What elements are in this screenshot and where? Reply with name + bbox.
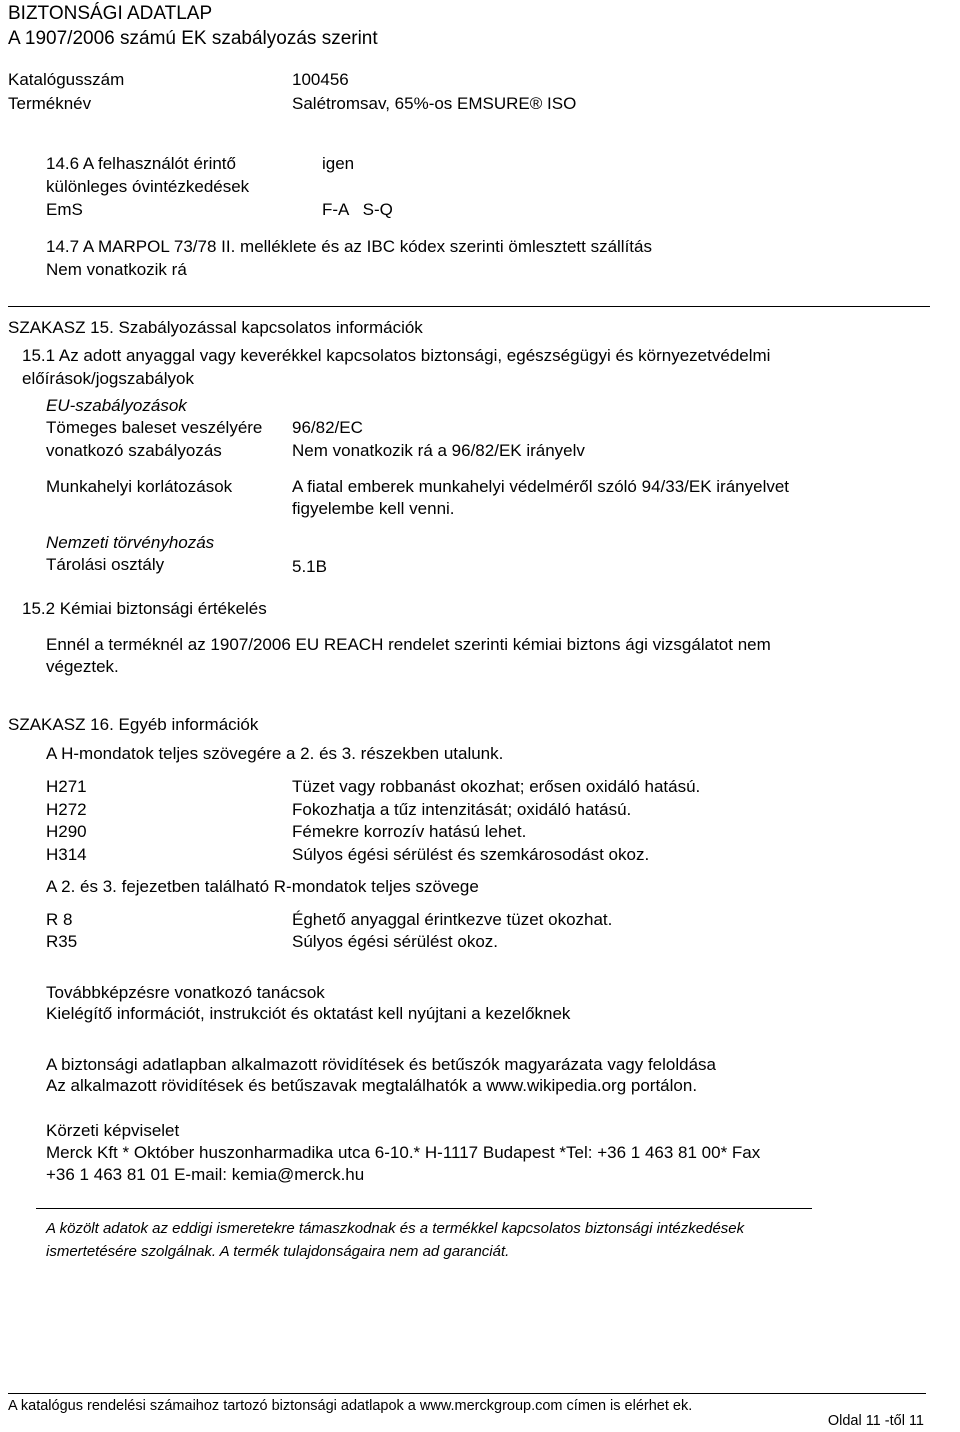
seveso-label: Tömeges baleset veszélyére: [46, 418, 263, 437]
section-15-heading: SZAKASZ 15. Szabályozással kapcsolatos információk: [8, 318, 423, 337]
abbreviations-heading: A biztonsági adatlapban alkalmazott rövidítések és betűszók magyarázata vagy feloldása: [46, 1055, 717, 1074]
statement-text: Éghető anyaggal érintkezve tüzet okozhat.: [292, 910, 613, 929]
disclaimer-text-cont: ismertetésére szolgálnak. A termék tulajdonságaira nem ad garanciát.: [46, 1243, 510, 1260]
section-divider: [8, 306, 930, 307]
statement-text: Súlyos égési sérülést és szemkárosodást okoz.: [292, 844, 650, 864]
abbreviations-text: Az alkalmazott rövidítések és betűszavak megtalálhatók a www.wikipedia.org portálon.: [46, 1076, 698, 1095]
ems-value: F-A S-Q: [322, 200, 393, 219]
ems-label: EmS: [46, 200, 83, 219]
section-15-2-heading: 15.2 Kémiai biztonsági értékelés: [22, 599, 267, 618]
eu-regulations-heading: EU-szabályozások: [46, 396, 187, 415]
section-15-1-heading: 15.1 Az adott anyaggal vagy keverékkel kapcsolatos biztonsági, egészségügyi és környezetvédelmi: [22, 346, 771, 365]
disclaimer-text: A közölt adatok az eddigi ismeretekre támaszkodnak és a termékkel kapcsolatos biztonsági intézkedések: [46, 1220, 745, 1237]
statement-code: H290: [46, 822, 87, 841]
disclaimer-divider: [36, 1208, 812, 1209]
statement-code: R35: [46, 932, 78, 951]
training-heading: Továbbképzésre vonatkozó tanácsok: [46, 983, 325, 1002]
statement-code: R 8: [46, 910, 73, 929]
statement-code: H271: [46, 777, 87, 796]
seveso-directive: 96/82/EC: [292, 418, 363, 437]
training-text: Kielégítő információt, instrukciót és oktatást kell nyújtani a kezelőknek: [46, 1004, 571, 1023]
representative-contact: +36 1 463 81 01 E-mail: kemia@merck.hu: [46, 1165, 365, 1184]
statement-text: Fémekre korrozív hatású lehet.: [292, 822, 527, 841]
section-14-6-label: 14.6 A felhasználót érintő: [46, 154, 236, 173]
section-15-1-heading-cont: előírások/jogszabályok: [22, 369, 194, 388]
section-14-7-value: Nem vonatkozik rá: [46, 260, 187, 279]
seveso-value: Nem vonatkozik rá a 96/82/EK irányelv: [292, 441, 585, 460]
work-restrictions-value: A fiatal emberek munkahelyi védelméről szóló 94/33/EK irányelvet: [292, 477, 790, 496]
statement-code: H272: [46, 799, 87, 819]
catalog-number-value: 100456: [292, 70, 349, 89]
section-16-heading: SZAKASZ 16. Egyéb információk: [8, 715, 259, 734]
seveso-label-cont: vonatkozó szabályozás: [46, 441, 222, 460]
chemical-safety-text-cont: végeztek.: [46, 657, 119, 676]
chemical-safety-text: Ennél a terméknél az 1907/2006 EU REACH rendelet szerinti kémiai biztons ági vizsgálatot nem: [46, 635, 771, 654]
national-legislation-heading: Nemzeti törvényhozás: [46, 533, 215, 552]
work-restrictions-value-cont: figyelembe kell venni.: [292, 499, 455, 518]
product-name-value: Salétromsav, 65%-os EMSURE® ISO: [292, 94, 577, 113]
section-14-7-heading: 14.7 A MARPOL 73/78 II. melléklete és az IBC kódex szerinti ömlesztett szállítás: [46, 237, 652, 256]
page-number: Oldal 11 -től 11: [827, 1413, 924, 1429]
statement-text: Súlyos égési sérülést okoz.: [292, 932, 498, 951]
representative-heading: Körzeti képviselet: [46, 1121, 180, 1140]
regulation-subtitle: A 1907/2006 számú EK szabályozás szerint: [8, 28, 378, 49]
footer-divider: [8, 1393, 926, 1394]
storage-class-label: Tárolási osztály: [46, 555, 165, 574]
product-name-label: Terméknév: [8, 94, 92, 113]
section-14-6-label-cont: különleges óvintézkedések: [46, 177, 250, 196]
catalog-number-label: Katalógusszám: [8, 70, 125, 89]
footer-text: A katalógus rendelési számaihoz tartozó biztonsági adatlapok a www.merckgroup.com címen is elérhet ek.: [8, 1398, 693, 1414]
work-restrictions-label: Munkahelyi korlátozások: [46, 477, 233, 496]
representative-address: Merck Kft * Október huszonharmadika utca 6-10.* H-1117 Budapest *Tel: +36 1 463 81 00* Fax: [46, 1143, 761, 1162]
r-statements-intro: A 2. és 3. fejezetben található R-mondatok teljes szövege: [46, 877, 479, 896]
storage-class-value: 5.1B: [292, 557, 327, 576]
section-14-6-value: igen: [322, 154, 355, 173]
statement-text: Fokozhatja a tűz intenzitását; oxidáló hatású.: [292, 799, 632, 819]
document-title: BIZTONSÁGI ADATLAP: [8, 3, 213, 24]
statement-code: H314: [46, 844, 87, 864]
statement-text: Tüzet vagy robbanást okozhat; erősen oxidáló hatású.: [292, 777, 701, 796]
h-statements-intro: A H-mondatok teljes szövegére a 2. és 3. részekben utalunk.: [46, 744, 504, 763]
